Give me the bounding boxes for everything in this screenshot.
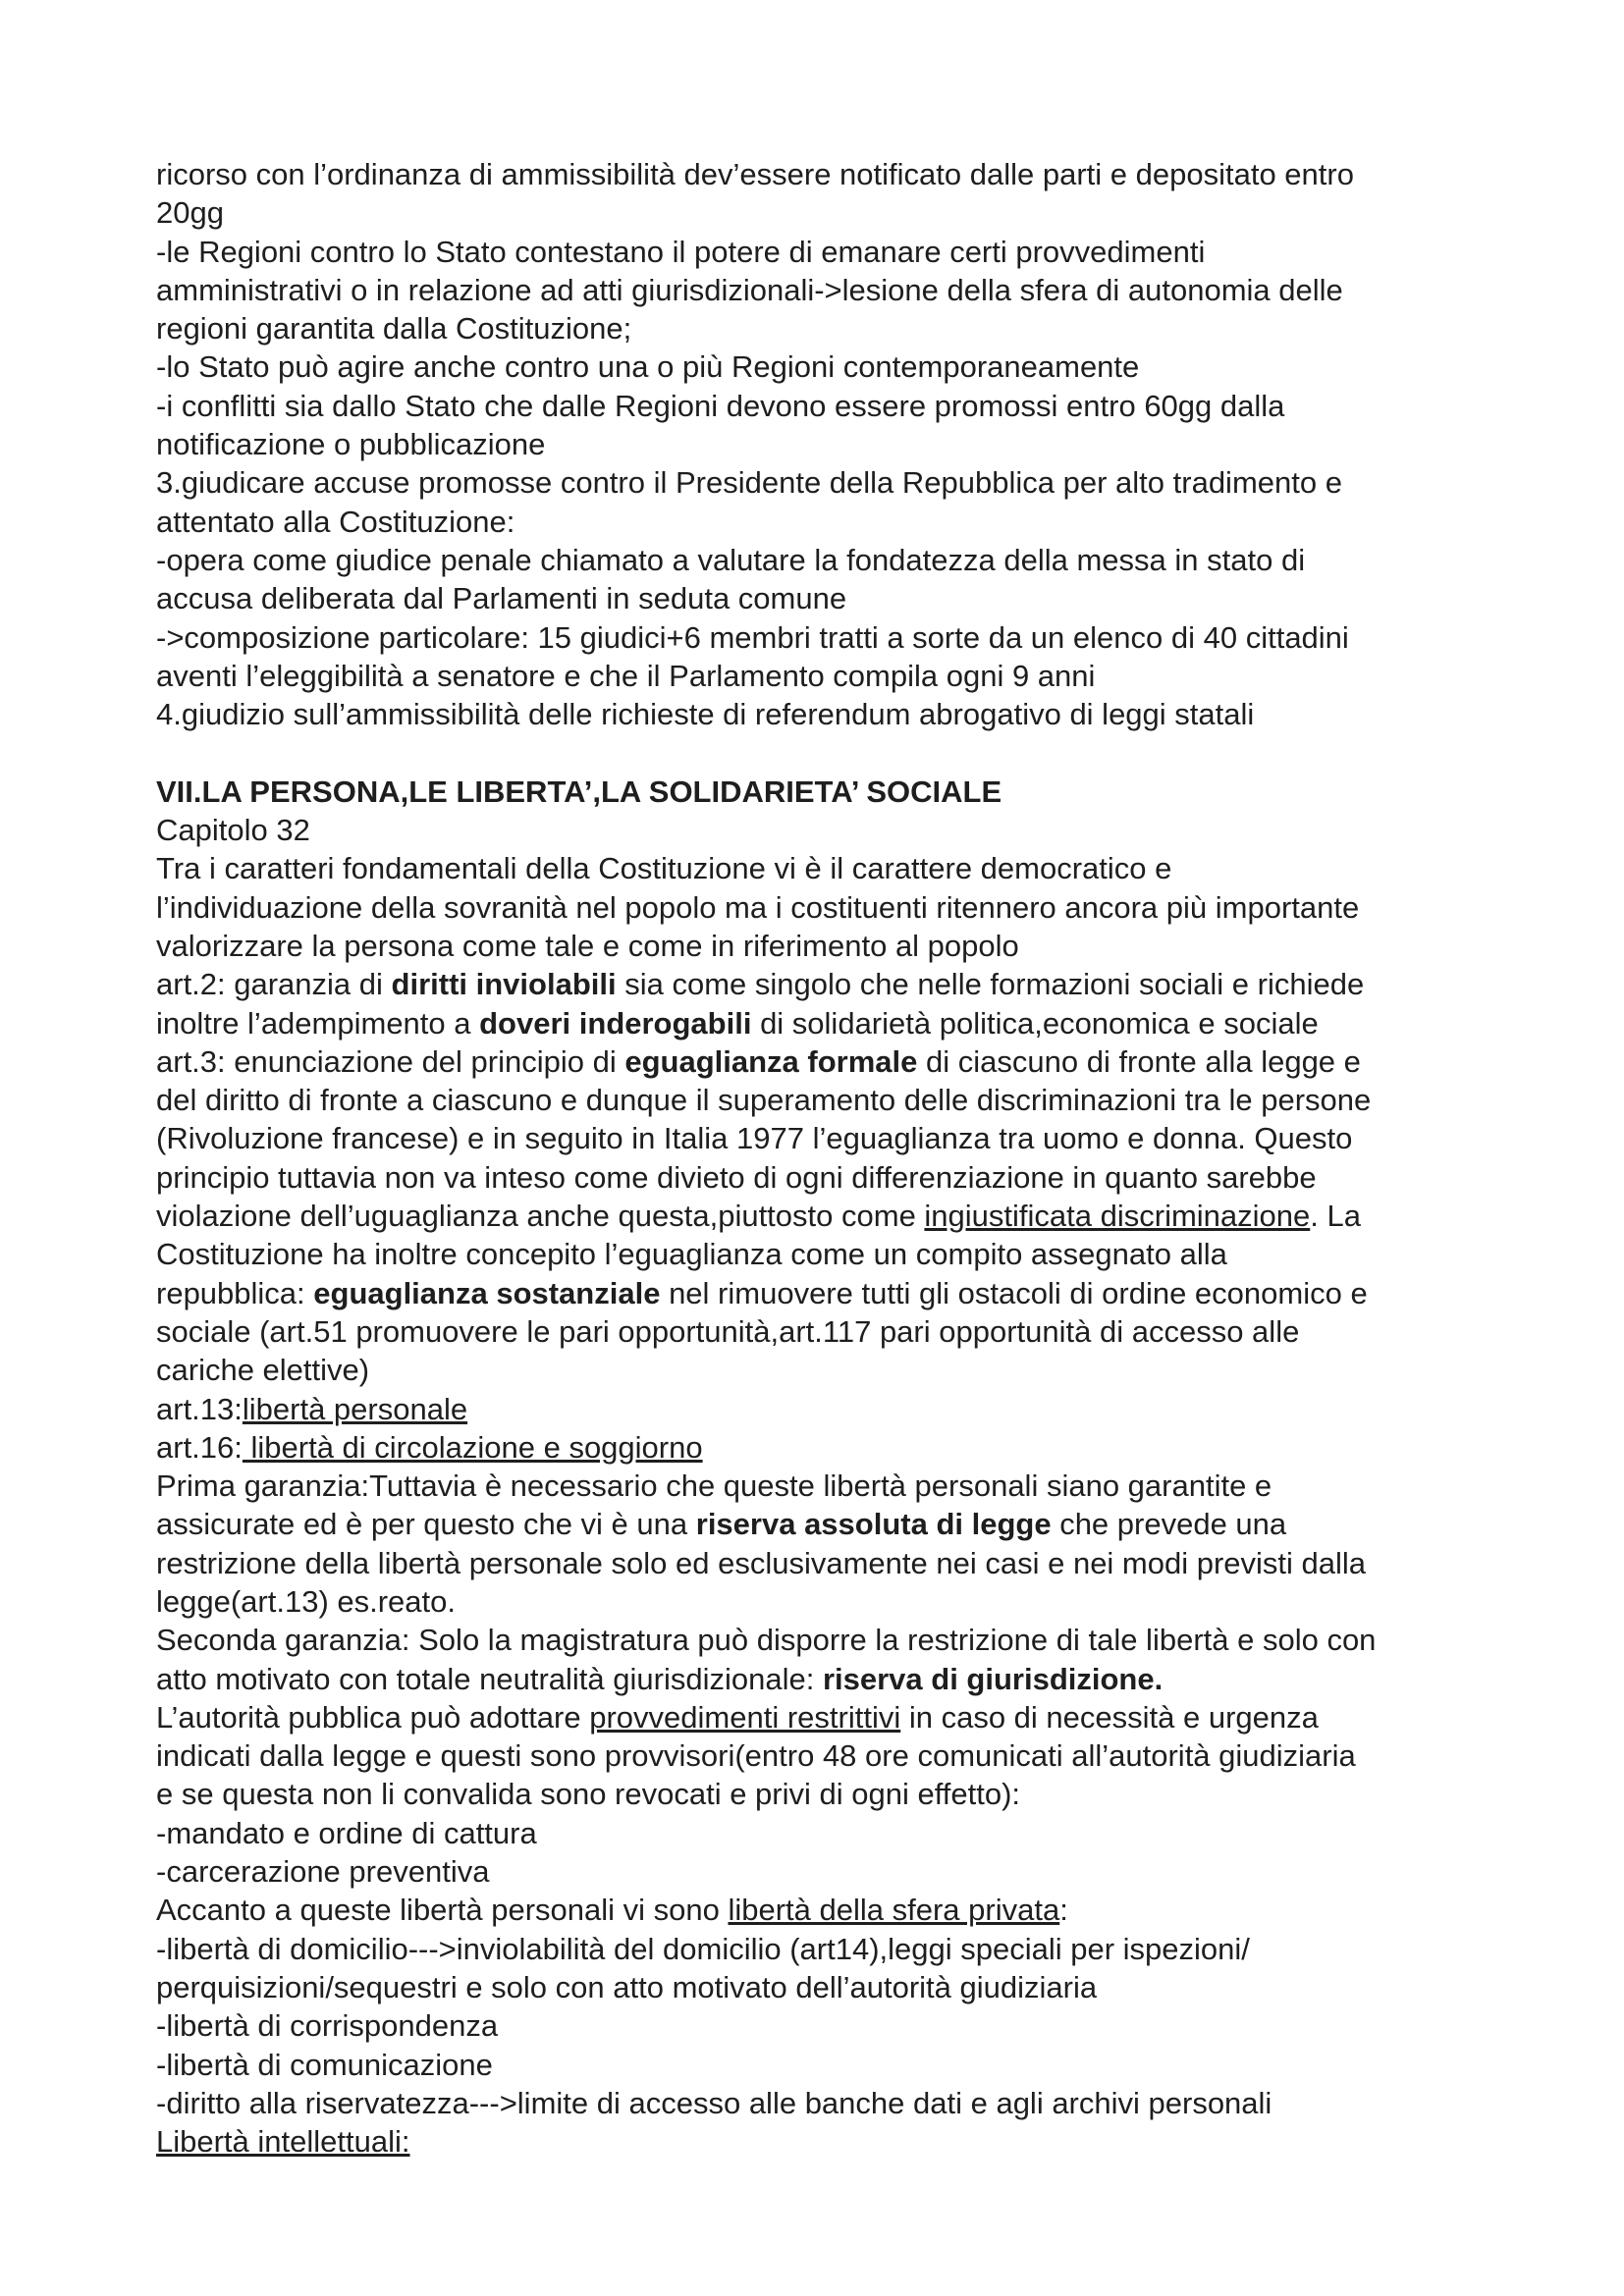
text-line [156, 1660, 1531, 1698]
art13-line [156, 1390, 1531, 1428]
section-heading: VII.LA PERSONA,LE LIBERTA’,LA SOLIDARIETA’ SOCIALE [156, 774, 1002, 809]
text-line: 4.giudizio sull’ammissibilità delle richieste di referendum abrogativo di leggi statali [156, 697, 1255, 732]
list-item: -diritto alla riservatezza--->limite di accesso alle banche dati e agli archivi personali [156, 2085, 1272, 2120]
bold-term: diritti inviolabili [391, 967, 617, 1002]
text-run: nel rimuovere tutti gli ostacoli di ordine economico e [660, 1275, 1368, 1310]
intro-paragraph [156, 849, 1531, 965]
text-run: art.3: enunciazione del principio di [156, 1043, 625, 1079]
text-line: ricorso con l’ordinanza di ammissibilità dev’essere notificato dalle parti e depositato entro [156, 157, 1354, 191]
text-line: notificazione o pubblicazione [156, 427, 546, 462]
text-run: : [1059, 1893, 1068, 1928]
list-item: -libertà di comunicazione [156, 2047, 493, 2082]
text-run: art.13: [156, 1391, 243, 1426]
text-line: 20gg [156, 195, 224, 231]
text-run: art.16: [156, 1429, 243, 1465]
text-run: violazione dell’uguaglianza anche questa,piuttosto come [156, 1199, 925, 1234]
art2-paragraph [156, 965, 1531, 1042]
bold-term: doveri inderogabili [479, 1005, 752, 1041]
text-line: 3.giudicare accuse promosse contro il Presidente della Repubblica per alto tradimento e [156, 465, 1342, 501]
text-run: di ciascuno di fronte alla legge e [917, 1043, 1361, 1079]
text-line: attentato alla Costituzione: [156, 504, 515, 539]
text-line [156, 1004, 1531, 1042]
text-run: atto motivato con totale neutralità giurisdizionale: [156, 1661, 823, 1696]
underlined-term: libertà della sfera privata [728, 1893, 1060, 1928]
text-run: L’autorità pubblica può adottare [156, 1699, 590, 1735]
text-line [156, 1505, 1531, 1543]
text-run: in caso di necessità e urgenza [900, 1699, 1319, 1735]
underlined-term: libertà di circolazione e soggiorno [242, 1429, 703, 1465]
text-run: . La [1310, 1199, 1361, 1234]
text-run: inoltre l’adempimento a [156, 1005, 480, 1041]
text-line: (Rivoluzione francese) e in seguito in Italia 1977 l’eguaglianza tra uomo e donna. Questo [156, 1121, 1353, 1156]
text-line: amministrativi o in relazione ad atti giurisdizionali->lesione della sfera di autonomia delle [156, 272, 1343, 307]
bold-term: eguaglianza formale [624, 1043, 918, 1079]
text-line: aventi l’eleggibilità a senatore e che il Parlamento compila ogni 9 anni [156, 658, 1096, 693]
text-line [156, 965, 1531, 1003]
text-line [156, 1197, 1531, 1235]
list-item: -carcerazione preventiva [156, 1854, 490, 1890]
text-line: regioni garantita dalla Costituzione; [156, 311, 632, 347]
text-line: indicati dalla legge e questi sono provvisori(entro 48 ore comunicati all’autorità giudiziaria [156, 1738, 1356, 1774]
text-line: restrizione della libertà personale solo ed esclusivamente nei casi e nei modi previsti dalla [156, 1545, 1367, 1580]
text-line: ->composizione particolare: 15 giudici+6 membri tratti a sorte da un elenco di 40 cittadini [156, 619, 1349, 655]
text-line: sociale (art.51 promuovere le pari opportunità,art.117 pari opportunità di accesso alle [156, 1313, 1300, 1349]
text-line: -le Regioni contro lo Stato contestano il potere di emanare certi provvedimenti [156, 234, 1206, 269]
text-line: cariche elettive) [156, 1353, 370, 1388]
seconda-garanzia-paragraph [156, 1621, 1531, 1698]
autorita-paragraph [156, 1698, 1531, 1891]
underlined-term: Libertà intellettuali: [156, 2124, 410, 2160]
bold-term: riserva assoluta di legge [695, 1507, 1052, 1542]
chapter-title: Capitolo 32 [156, 813, 310, 848]
art3-paragraph [156, 1042, 1531, 1390]
top-block [156, 155, 1531, 733]
subsection-title [156, 2122, 1531, 2161]
text-line [156, 1698, 1531, 1736]
text-line: perquisizioni/sequestri e solo con atto motivato dell’autorità giudiziaria [156, 1969, 1098, 2004]
text-line: accusa deliberata dal Parlamenti in seduta comune [156, 581, 847, 616]
text-line: l’individuazione della sovranità nel popolo ma i costituenti ritennero ancora più importante [156, 889, 1360, 925]
underlined-term: provvedimenti restrittivi [589, 1699, 901, 1735]
text-line [156, 1042, 1531, 1081]
underlined-term: libertà personale [242, 1391, 468, 1426]
list-item: -libertà di corrispondenza [156, 2008, 499, 2044]
document-page [156, 155, 1531, 2161]
underlined-term: ingiustificata discriminazione [924, 1199, 1311, 1234]
text-line: legge(art.13) es.reato. [156, 1583, 457, 1619]
prima-garanzia-paragraph [156, 1467, 1531, 1621]
text-line: valorizzare la persona come tale e come in riferimento al popolo [156, 928, 1019, 963]
text-run: assicurate ed è per questo che vi è una [156, 1507, 696, 1542]
text-run: art.2: garanzia di [156, 967, 392, 1002]
art16-line [156, 1428, 1531, 1467]
bold-term: eguaglianza sostanziale [313, 1275, 661, 1310]
text-line: -lo Stato può agire anche contro una o più Regioni contemporaneamente [156, 349, 1140, 385]
text-line: e se questa non li convalida sono revocati e privi di ogni effetto): [156, 1777, 1021, 1812]
text-run: che prevede una [1051, 1507, 1287, 1542]
text-line [156, 1274, 1531, 1312]
text-line: Prima garanzia:Tuttavia è necessario che queste libertà personali siano garantite e [156, 1468, 1272, 1504]
bold-term: riserva di giurisdizione. [822, 1661, 1164, 1696]
text-line [156, 1891, 1531, 1929]
text-run: Accanto a queste libertà personali vi sono [156, 1893, 729, 1928]
list-item: -mandato e ordine di cattura [156, 1815, 537, 1850]
text-run: di solidarietà politica,economica e sociale [751, 1005, 1319, 1041]
sfera-privata-paragraph [156, 1891, 1531, 2122]
text-line: Costituzione ha inoltre concepito l’eguaglianza come un compito assegnato alla [156, 1237, 1227, 1272]
text-line: -i conflitti sia dallo Stato che dalle Regioni devono essere promossi entro 60gg dalla [156, 388, 1285, 423]
text-line: principio tuttavia non va inteso come divieto di ogni differenziazione in quanto sarebbe [156, 1159, 1317, 1195]
paragraph-gap [156, 733, 1531, 772]
text-line: -opera come giudice penale chiamato a valutare la fondatezza della messa in stato di [156, 542, 1306, 577]
text-run: sia come singolo che nelle formazioni sociali e richiede [616, 967, 1365, 1002]
text-line: del diritto di fronte a ciascuno e dunque il superamento delle discriminazioni tra le persone [156, 1083, 1372, 1118]
list-item: -libertà di domicilio--->inviolabilità del domicilio (art14),leggi speciali per ispezioni/ [156, 1931, 1250, 1966]
text-line: Tra i caratteri fondamentali della Costituzione vi è il carattere democratico e [156, 851, 1172, 886]
text-line: Seconda garanzia: Solo la magistratura può disporre la restrizione di tale libertà e solo con [156, 1623, 1377, 1658]
text-run: repubblica: [156, 1275, 314, 1310]
